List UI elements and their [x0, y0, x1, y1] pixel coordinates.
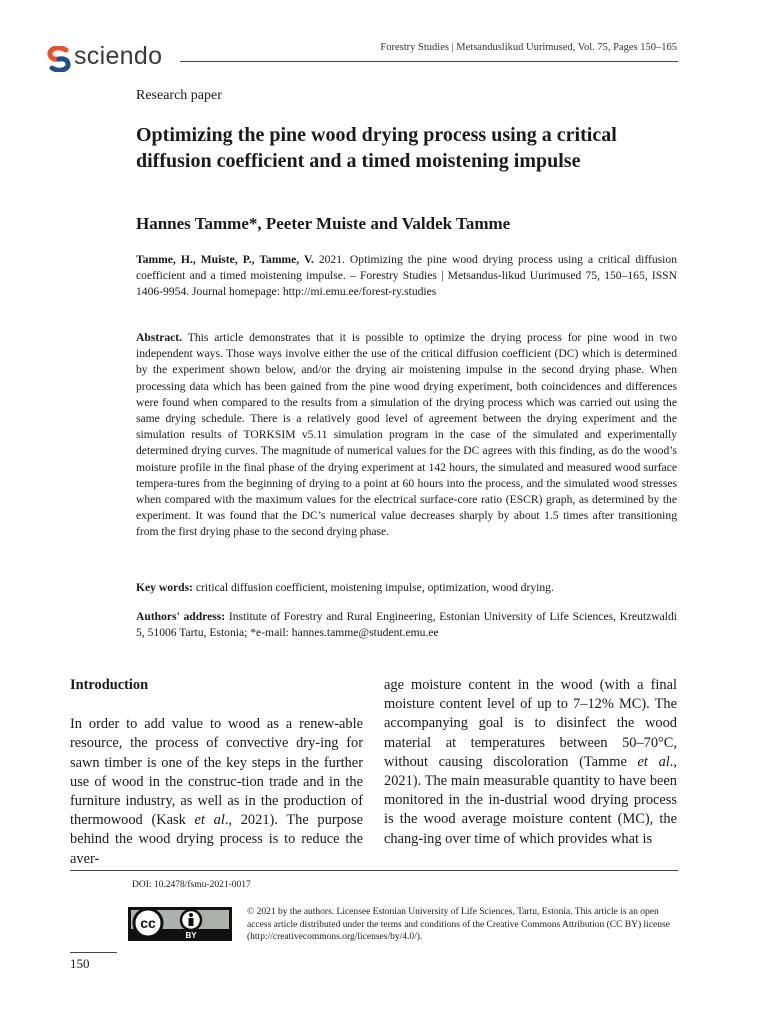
keywords-text: critical diffusion coefficient, moistening impulse, optimization, wood drying. [193, 581, 554, 594]
footer-divider [70, 870, 678, 871]
page-number-rule [70, 952, 117, 953]
body-text: age moisture content in the wood (with a final moisture content level of up to 7–12% MC). The accompanying goal is to disinfect the wood material at temperatures between 50–70°C, without causing discoloration (Tamme [384, 677, 677, 770]
article-type: Research paper [136, 88, 222, 103]
abstract-label: Abstract. [136, 331, 183, 344]
body-text-italic: et al [637, 753, 670, 770]
section-heading-introduction: Introduction [70, 677, 149, 693]
doi-link[interactable]: DOI: 10.2478/fsmu-2021-0017 [132, 880, 251, 890]
publisher-logo [47, 44, 197, 74]
body-text-italic: et al [194, 812, 225, 829]
body-paragraph-left [70, 715, 363, 869]
cc-by-license-badge[interactable] [128, 907, 232, 941]
author-list: Hannes Tamme*, Peeter Muiste and Valdek Tamme [136, 214, 511, 233]
license-text: © 2021 by the authors. Licensee Estonian University of Life Sciences, Tartu, Estonia. This article is an open access article distributed under the terms and conditions of the Creative Commons Attribution (CC BY) license (http://creativecommons.org/licenses/by/4.0/). [247, 907, 670, 942]
header-divider [180, 61, 678, 62]
authors-address [136, 609, 677, 641]
sciendo-logo-icon [47, 46, 71, 72]
page-number: 150 [70, 956, 90, 971]
citation-block [136, 252, 677, 301]
citation-authors: Tamme, H., Muiste, P., Tamme, V. [136, 253, 314, 266]
body-column-right [384, 676, 677, 849]
abstract-text: This article demonstrates that it is possible to optimize the drying process for pine wood in two independent ways. Those ways involve either the use of the critical diffusion coefficient (DC) which is determined by the experiment shown below, and/or the drying air moistening impulse in the second drying phase. When processing data which has been gained from the pine wood drying experiment, both coincidences and differences were found when compared to the results from a simulation of the drying process which was carried out using the same drying schedule. There is a relatively good level of agreement between the drying experiment and the simulation results of TORKSIM v5.11 simulation program in the case of the simulated and experimentally determined drying curves. The magnitude of numerical values for the DC agrees with this finding, as do the wood’s moisture profile in the final phase of the drying experiment at 142 hours, the simulated and measured wood surface tempera-tures from the beginning of drying to a point at 60 hours into the process, and the simulated wood stresses when compared with the maximum values for the electrical surface-core ratio (ESCR) graph, as determined by the experiment. It was found that the DC’s numerical value decreases sharply by about 1.5 times after transitioning from the first drying phase to the second drying phase. [136, 331, 677, 539]
by-icon: BY [185, 931, 197, 940]
abstract-block [136, 330, 677, 541]
logo-text: sciendo [74, 42, 163, 70]
body-column-left [70, 676, 363, 869]
citation-text: 2021. Optimizing the pine wood drying process using a critical diffusion coefficient and a timed moistening impulse. – Forestry Studies | Metsandus-likud Uurimused 75, 150–165, ISSN 1406-9954. Journal homepage: http://mi.emu.ee/forest-ry.studies [136, 253, 677, 299]
keywords-label: Key words: [136, 581, 193, 594]
body-text: ., 2021). The main measurable quantity to have been monitored in the in-dustrial wood drying process is the wood average moisture content (MC), the chang-ing over time of which provides what is [384, 753, 677, 847]
address-text: Institute of Forestry and Rural Engineering, Estonian University of Life Sciences, Kreutzwaldi 5, 51006 Tartu, Estonia; *e-mail: hannes.tamme@student.emu.ee [136, 610, 677, 640]
journal-header: Forestry Studies | Metsanduslikud Uurimused, Vol. 75, Pages 150–165 [380, 42, 677, 53]
paper-title: Optimizing the pine wood drying process using a critical diffusion coefficient and a timed moistening impulse [136, 124, 617, 172]
body-text: ., 2021). The purpose behind the wood drying process is to reduce the aver- [70, 812, 363, 867]
address-label: Authors' address: [136, 610, 226, 623]
body-text: In order to add value to wood as a renew-able resource, the process of convective dry-ing for sawn timber is one of the key steps in the further use of wood in the construc-tion trade and in the furniture industry, as well as in the production of thermowood (Kask [70, 716, 363, 829]
cc-icon: cc [140, 915, 156, 931]
keywords-block [136, 580, 677, 596]
body-paragraph-right [384, 676, 677, 849]
